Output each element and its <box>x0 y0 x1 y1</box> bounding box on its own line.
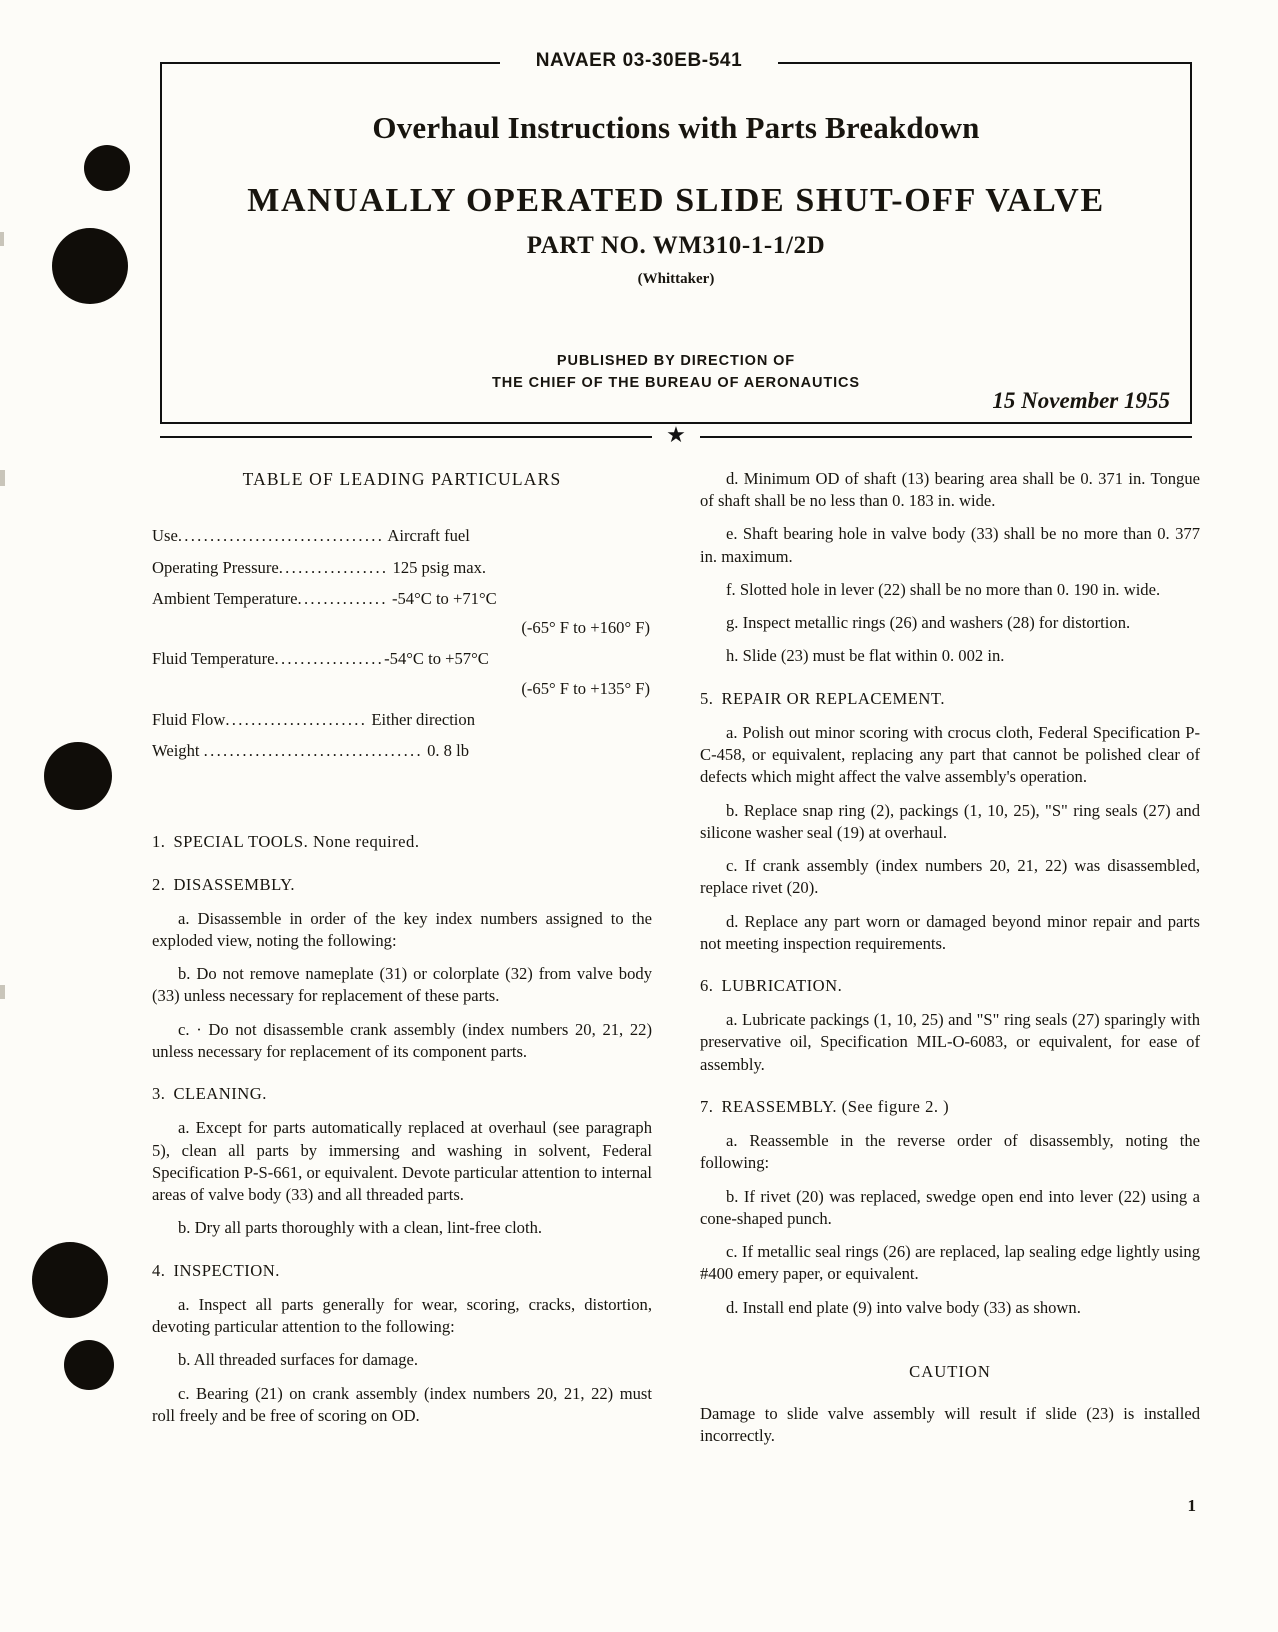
paragraph: a. Except for parts automatically replaced at overhaul (see paragraph 5), clean all parts by immersing and washing in solvent, Federal Specification P-S-661, or equivalent. Devote particular attention to internal areas of valve body (33) and all threaded parts. <box>152 1118 652 1205</box>
section-number: 2. <box>152 874 166 894</box>
section-number: 7. <box>700 1096 714 1116</box>
section-heading-5 <box>700 688 1200 710</box>
section-title: REASSEMBLY. (See figure 2. ) <box>721 1096 950 1116</box>
page-number: 1 <box>1187 1496 1196 1515</box>
paragraph: d. Install end plate (9) into valve body (33) as shown. <box>726 1297 1081 1317</box>
section-title: LUBRICATION. <box>721 975 843 995</box>
paragraph: a. Disassemble in order of the key index numbers assigned to the exploded view, noting the following: <box>152 908 652 951</box>
star-divider <box>160 422 1192 447</box>
particular-value: -54°C to +71°C <box>391 588 497 608</box>
section-title: DISASSEMBLY. <box>173 874 296 894</box>
section-title: CLEANING. <box>173 1084 267 1104</box>
paragraph: d. Minimum OD of shaft (13) bearing area shall be 0. 371 in. Tongue of shaft shall be no less than 0. 183 in. wide. <box>700 469 1200 511</box>
particular-subvalue: (-65° F to +160° F) <box>521 618 650 638</box>
table-row <box>152 709 652 731</box>
paragraph: b. Dry all parts thoroughly with a clean, lint-free cloth. <box>178 1218 543 1238</box>
paragraph: d. Replace any part worn or damaged beyond minor repair and parts not meeting inspection requirements. <box>700 911 1200 953</box>
leader-dots: ...................... <box>225 709 368 729</box>
paragraph: a. Lubricate packings (1, 10, 25) and "S" ring seals (27) sparingly with preservative oil, Specification MIL-O-6083, or equivalent, for ease of assembly. <box>700 1010 1200 1074</box>
section-title: REPAIR OR REPLACEMENT. <box>721 688 945 708</box>
scan-edge-artifact <box>0 470 5 486</box>
paragraph: b. Do not remove nameplate (31) or colorplate (32) from valve body (33) unless necessary for replacement of these parts. <box>152 964 652 1006</box>
section-number: 1. <box>152 832 166 852</box>
section-heading-4 <box>152 1260 652 1282</box>
table-row <box>152 525 652 547</box>
paragraph: c. If crank assembly (index numbers 20, 21, 22) was disassembled, replace rivet (20). <box>700 856 1200 898</box>
particular-label: Weight <box>152 741 200 761</box>
table-row <box>152 557 652 579</box>
punch-hole-mark <box>52 228 128 304</box>
leader-dots: .............. <box>297 588 388 608</box>
section-spacer <box>152 771 652 811</box>
particular-label: Use <box>152 526 178 546</box>
paragraph: h. Slide (23) must be flat within 0. 002 in. <box>726 646 1005 666</box>
part-number: PART NO. WM310-1-1/2D <box>526 232 826 259</box>
section-number: 6. <box>700 975 714 995</box>
left-column <box>152 468 652 1448</box>
particular-label: Ambient Temperature <box>152 588 298 608</box>
paragraph: b. If rivet (20) was replaced, swedge open end into lever (22) using a cone-shaped punch. <box>700 1186 1200 1228</box>
manufacturer-name: (Whittaker) <box>637 271 715 287</box>
particular-value: 0. 8 lb <box>427 741 470 761</box>
publishing-office-line: THE CHIEF OF THE BUREAU OF AERONAUTICS <box>492 375 860 392</box>
particular-subvalue: (-65° F to +135° F) <box>521 678 650 698</box>
divider-rule-right <box>700 436 1192 438</box>
right-column <box>700 468 1200 1448</box>
document-number: NAVAER 03-30EB-541 <box>500 50 778 72</box>
leader-dots: ................. <box>274 649 385 669</box>
section-heading-7 <box>700 1096 1200 1118</box>
section-heading-1 <box>152 831 652 853</box>
section-number: 3. <box>152 1084 166 1104</box>
paragraph: b. Replace snap ring (2), packings (1, 10, 25), "S" ring seals (27) and silicone washer seal (19) at overhaul. <box>700 800 1200 842</box>
section-heading-6 <box>700 975 1200 997</box>
punch-hole-mark <box>84 145 130 191</box>
particular-label: Fluid Temperature <box>152 649 275 669</box>
particular-label: Operating Pressure <box>152 557 279 577</box>
section-title: SPECIAL TOOLS. None required. <box>173 832 420 852</box>
punch-hole-mark <box>64 1340 114 1390</box>
published-by-line: PUBLISHED BY DIRECTION OF <box>556 353 796 369</box>
leading-particulars-title: TABLE OF LEADING PARTICULARS <box>242 469 562 489</box>
document-subtitle: Overhaul Instructions with Parts Breakdown <box>372 110 980 145</box>
paragraph: c. If metallic seal rings (26) are replaced, lap sealing edge lightly using #400 emery paper, or equivalent. <box>700 1242 1200 1284</box>
particular-value: 125 psig max. <box>392 557 487 577</box>
section-title: INSPECTION. <box>173 1260 280 1280</box>
body-columns <box>152 468 1200 1448</box>
leader-dots: ................................ <box>177 526 385 546</box>
document-title: MANUALLY OPERATED SLIDE SHUT-OFF VALVE <box>247 182 1105 219</box>
particular-value: -54°C to +57°C <box>384 649 489 669</box>
caution-text: Damage to slide valve assembly will result if slide (23) is installed incorrectly. <box>700 1404 1200 1446</box>
section-heading-3 <box>152 1083 652 1105</box>
paragraph: b. All threaded surfaces for damage. <box>178 1350 419 1370</box>
scan-edge-artifact <box>0 985 5 999</box>
leader-dots: ................. <box>278 557 389 577</box>
table-row <box>152 648 652 670</box>
paragraph: f. Slotted hole in lever (22) shall be no more than 0. 190 in. wide. <box>726 579 1161 599</box>
particular-value: Either direction <box>371 709 476 729</box>
paragraph: a. Polish out minor scoring with crocus cloth, Federal Specification P-C-458, or equivalent, replacing any part that cannot be polished clear of defects which might affect the valve assembly's operation. <box>700 722 1200 787</box>
section-heading-2 <box>152 874 652 896</box>
particular-value: Aircraft fuel <box>387 526 470 546</box>
punch-hole-mark <box>32 1242 108 1318</box>
divider-rule-left <box>160 436 652 438</box>
star-icon: ★ <box>666 422 686 447</box>
punch-hole-mark <box>44 742 112 810</box>
table-row <box>152 588 652 610</box>
particular-label: Fluid Flow <box>152 709 226 729</box>
paragraph: e. Shaft bearing hole in valve body (33) shall be no more than 0. 377 in. maximum. <box>700 524 1200 566</box>
table-row <box>152 740 652 762</box>
publication-date: 15 November 1955 <box>992 388 1170 413</box>
paragraph: a. Reassemble in the reverse order of disassembly, noting the following: <box>700 1131 1200 1173</box>
paragraph: a. Inspect all parts generally for wear, scoring, cracks, distortion, devoting particular attention to the following: <box>152 1294 652 1337</box>
leader-dots: .................................. <box>203 741 423 761</box>
paragraph: c. Bearing (21) on crank assembly (index numbers 20, 21, 22) must roll freely and be free of scoring on OD. <box>152 1383 652 1425</box>
title-block <box>160 62 1192 424</box>
scan-edge-artifact <box>0 232 4 246</box>
caution-heading: CAUTION <box>909 1361 991 1381</box>
section-number: 4. <box>152 1260 166 1280</box>
paragraph: g. Inspect metallic rings (26) and washers (28) for distortion. <box>726 613 1131 633</box>
paragraph: c. · Do not disassemble crank assembly (index numbers 20, 21, 22) unless necessary for replacement of its component parts. <box>152 1019 652 1061</box>
section-number: 5. <box>700 688 714 708</box>
leading-particulars-table <box>152 525 652 762</box>
